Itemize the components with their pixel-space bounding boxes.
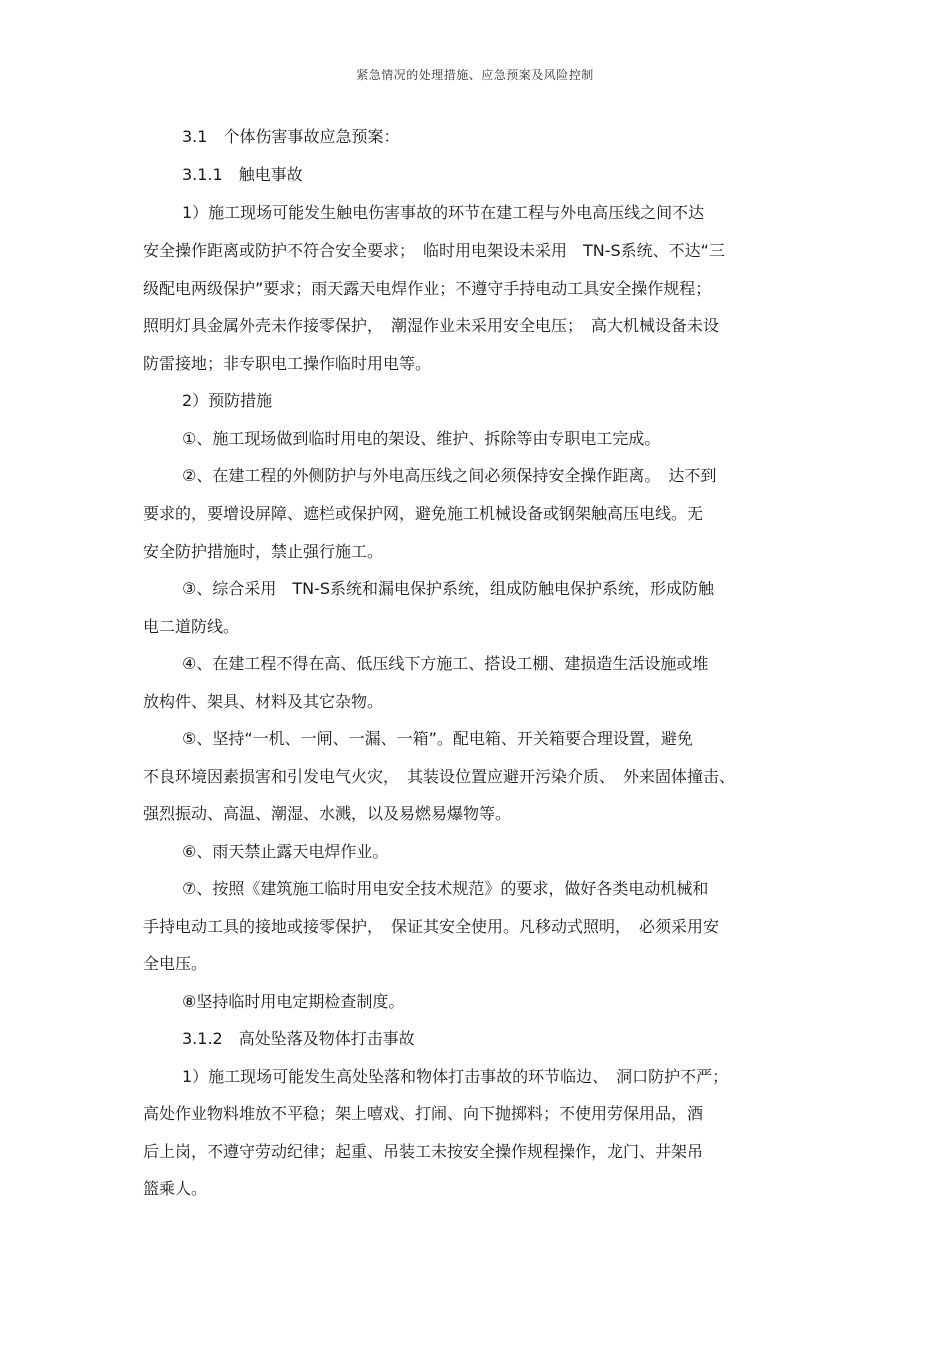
paragraph-line: 安全操作距离或防护不符合安全要求； 临时用电架设未采用 TN-S系统、不达“三 xyxy=(143,241,725,260)
list-item: ④、在建工程不得在高、低压线下方施工、搭设工棚、建损造生活设施或堆 xyxy=(182,654,709,673)
list-item-continuation: 不良环境因素损害和引发电气火灾， 其装设位置应避开污染介质、 外来固体撞击、 xyxy=(143,767,736,786)
paragraph-line: 级配电两级保护”要求；雨天露天电焊作业；不遵守手持电动工具安全操作规程； xyxy=(143,279,712,298)
paragraph-line: 照明灯具金属外壳未作接零保护， 潮湿作业未采用安全电压； 高大机械设备未设 xyxy=(143,316,720,335)
list-item-continuation: 要求的，要增设屏障、遮栏或保护网，避免施工机械设备或钢架触高压电线。无 xyxy=(143,504,704,523)
list-heading: 2）预防措施 xyxy=(182,391,273,410)
list-item-continuation: 放构件、架具、材料及其它杂物。 xyxy=(143,692,384,711)
list-item: ②、在建工程的外侧防护与外电高压线之间必须保持安全操作距离。 达不到 xyxy=(182,466,717,485)
list-item: ③、综合采用 TN-S系统和漏电保护系统，组成防触电保护系统，形成防触 xyxy=(182,579,715,598)
paragraph-line: 篮乘人。 xyxy=(143,1179,208,1198)
list-item-continuation: 强烈振动、高温、潮湿、水溅，以及易燃易爆物等。 xyxy=(143,804,512,823)
list-item: ①、施工现场做到临时用电的架设、维护、拆除等由专职电工完成。 xyxy=(182,429,661,448)
list-item-continuation: 安全防护措施时，禁止强行施工。 xyxy=(143,542,384,561)
subsection-heading: 3.1.1 触电事故 xyxy=(182,165,303,184)
list-item: ⑥、雨天禁止露天电焊作业。 xyxy=(182,842,389,861)
page-header: 紧急情况的处理措施、应急预案及风险控制 xyxy=(356,68,594,82)
paragraph-line: 1）施工现场可能发生触电伤害事故的环节在建工程与外电高压线之间不达 xyxy=(182,203,705,222)
section-heading: 3.1 个体伤害事故应急预案： xyxy=(182,127,400,146)
list-item-continuation: 电二道防线。 xyxy=(143,617,240,636)
paragraph-line: 1）施工现场可能发生高处坠落和物体打击事故的环节临边、 洞口防护不严； xyxy=(182,1067,729,1086)
list-item: ⑧坚持临时用电定期检查制度。 xyxy=(182,992,405,1011)
subsection-heading: 3.1.2 高处坠落及物体打击事故 xyxy=(182,1029,415,1048)
paragraph-line: 后上岗，不遵守劳动纪律；起重、吊装工未按安全操作规程操作，龙门、井架吊 xyxy=(143,1142,704,1161)
paragraph-line: 高处作业物料堆放不平稳；架上嘻戏、打闹、向下抛掷料；不使用劳保用品，酒 xyxy=(143,1104,704,1123)
list-item: ⑦、按照《建筑施工临时用电安全技术规范》的要求，做好各类电动机械和 xyxy=(182,879,709,898)
paragraph-line: 防雷接地；非专职电工操作临时用电等。 xyxy=(143,354,432,373)
list-item: ⑤、坚持“一机、一闸、一漏、一箱”。配电箱、开关箱要合理设置，避免 xyxy=(182,729,693,748)
list-item-continuation: 手持电动工具的接地或接零保护， 保证其安全使用。凡移动式照明， 必须采用安 xyxy=(143,917,720,936)
list-item-continuation: 全电压。 xyxy=(143,954,208,973)
